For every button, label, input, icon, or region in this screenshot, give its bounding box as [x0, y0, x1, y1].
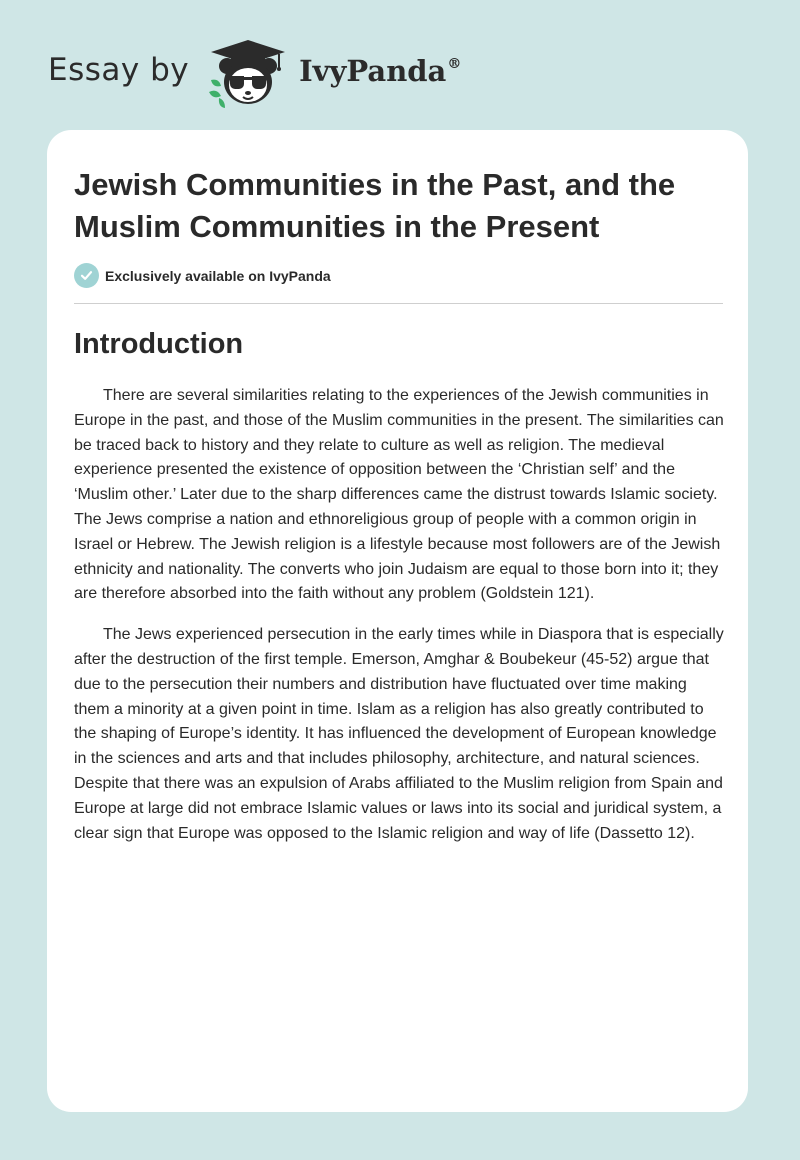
divider: [74, 303, 723, 304]
paragraph: There are several similarities relating to the experiences of the Jewish communities in Europe in the past, and those of the Muslim communities in the present. The similarities can be traced back to history and they relate to culture as well as religion. The medieval experience presented the existence of opposition between the ‘Christian self’ and the ‘Muslim other.’ Later due to the sharp differences came the distrust towards Islamic society. The Jews comprise a nation and ethnoreligious group of people with a common origin in Israel or Hebrew. The Jewish religion is a lifestyle because most followers are of the Jewish ethnicity and nationality. The converts who join Judaism are equal to those born into it; they are therefore absorbed into the faith without any problem (Goldstein 121).: [74, 387, 724, 603]
registered-mark: ®: [447, 56, 462, 72]
section-heading: Introduction: [74, 328, 244, 360]
essay-by-label: Essay by: [48, 52, 190, 88]
badge-label: Exclusively available on IvyPanda: [105, 267, 331, 284]
check-icon: [74, 263, 99, 288]
essay-body: [74, 384, 726, 862]
brand-name[interactable]: IvyPanda®: [299, 54, 462, 88]
exclusive-badge: [74, 263, 331, 288]
paragraph: The Jews experienced persecution in the early times while in Diaspora that is especially after the destruction of the first temple. Emerson, Amghar & Boubekeur (45-52) argue that due to the persecution their numbers and distribution have fluctuated over time making them a minority at a given point in time. Islam as a religion has also greatly contributed to the shaping of Europe’s identity. It has influenced the development of European knowledge in the sciences and arts and that includes philosophy, architecture, and natural sciences. Despite that there was an expulsion of Arabs affiliated to the Muslim religion from Spain and Europe at large did not embrace Islamic values or laws into its social and juridical system, a clear sign that Europe was opposed to the Islamic religion and way of life (Dassetto 12).: [74, 626, 724, 842]
site-header: [48, 36, 461, 108]
essay-title: Jewish Communities in the Past, and the Muslim Communities in the Present: [74, 167, 676, 244]
essay-card: [47, 130, 748, 1112]
panda-graduate-icon[interactable]: [203, 36, 293, 108]
